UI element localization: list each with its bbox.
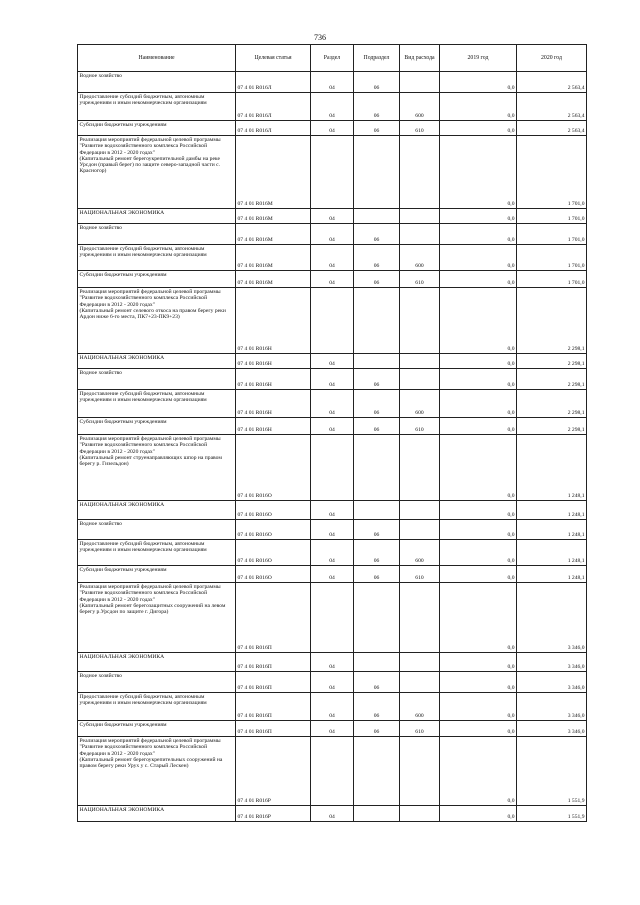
row-subsection	[354, 806, 400, 822]
row-name: Реализация мероприятий федеральной целевой программы "Развитие водохозяйственного комплекса Российской Федерации в 2012 - 2020 годах" (Капитальный ремонт струенаправляющих шпор на правом берегу р. Гизельдон)	[78, 435, 236, 501]
row-amount-2019: 0,0	[440, 737, 517, 806]
row-target-article: 07 4 01 R016М	[236, 136, 311, 209]
table-row	[78, 501, 587, 520]
row-expense-type	[400, 72, 440, 93]
row-section	[311, 737, 354, 806]
row-amount-2019: 0,0	[440, 672, 517, 693]
table-row	[78, 390, 587, 418]
table-row	[78, 209, 587, 224]
row-expense-type	[400, 653, 440, 672]
row-amount-2020: 1 248,1	[517, 540, 587, 566]
row-subsection: 06	[354, 121, 400, 136]
row-expense-type: 600	[400, 93, 440, 121]
table-row	[78, 540, 587, 566]
row-amount-2020: 3 346,0	[517, 583, 587, 653]
row-section: 04	[311, 566, 354, 583]
row-name: НАЦИОНАЛЬНАЯ ЭКОНОМИКА	[78, 209, 236, 224]
row-section	[311, 136, 354, 209]
row-section: 04	[311, 653, 354, 672]
row-name: Предоставление субсидий бюджетным, автономным учреждениям и иным некоммерческим организациям	[78, 693, 236, 721]
table-row	[78, 93, 587, 121]
row-expense-type	[400, 806, 440, 822]
row-amount-2019: 0,0	[440, 209, 517, 224]
row-name: Предоставление субсидий бюджетным, автономным учреждениям и иным некоммерческим организациям	[78, 540, 236, 566]
table-row	[78, 121, 587, 136]
row-section: 04	[311, 72, 354, 93]
row-subsection: 06	[354, 369, 400, 390]
row-subsection: 06	[354, 693, 400, 721]
row-section: 04	[311, 369, 354, 390]
row-subsection	[354, 435, 400, 501]
row-expense-type	[400, 737, 440, 806]
row-section: 04	[311, 693, 354, 721]
row-name: Реализация мероприятий федеральной целевой программы "Развитие водохозяйственного комплекса Российской Федерации в 2012 - 2020 годах" (Капитальный ремонт селевого откоса на правом берегу реки Ардон ниже 6-го места, ПК7+23-ПК9+23)	[78, 288, 236, 354]
row-amount-2020: 3 346,0	[517, 672, 587, 693]
row-name: Субсидии бюджетным учреждениям	[78, 566, 236, 583]
row-expense-type: 610	[400, 721, 440, 737]
row-target-article: 07 4 01 R016Л	[236, 72, 311, 93]
row-amount-2019: 0,0	[440, 566, 517, 583]
row-amount-2019: 0,0	[440, 806, 517, 822]
table-header-row	[78, 45, 587, 72]
row-subsection: 06	[354, 540, 400, 566]
row-subsection	[354, 354, 400, 369]
table-row	[78, 566, 587, 583]
row-amount-2019: 0,0	[440, 72, 517, 93]
row-subsection: 06	[354, 93, 400, 121]
row-target-article: 07 4 01 R016М	[236, 245, 311, 271]
row-subsection	[354, 583, 400, 653]
row-expense-type	[400, 209, 440, 224]
row-amount-2020: 2 298,1	[517, 390, 587, 418]
row-amount-2019: 0,0	[440, 540, 517, 566]
row-subsection: 06	[354, 418, 400, 435]
row-amount-2019: 0,0	[440, 418, 517, 435]
table-row	[78, 72, 587, 93]
row-amount-2020: 1 248,1	[517, 501, 587, 520]
row-subsection: 06	[354, 245, 400, 271]
row-section: 04	[311, 672, 354, 693]
row-target-article: 07 4 01 R016Л	[236, 121, 311, 136]
row-subsection: 06	[354, 72, 400, 93]
row-target-article: 07 4 01 R016П	[236, 583, 311, 653]
row-name: Водное хозяйство	[78, 672, 236, 693]
row-amount-2020: 2 298,1	[517, 418, 587, 435]
row-amount-2020: 1 248,1	[517, 520, 587, 540]
row-expense-type	[400, 136, 440, 209]
row-amount-2020: 2 563,4	[517, 72, 587, 93]
table-row	[78, 369, 587, 390]
row-target-article: 07 4 01 R016Н	[236, 288, 311, 354]
row-amount-2019: 0,0	[440, 653, 517, 672]
row-section: 04	[311, 501, 354, 520]
table-row	[78, 224, 587, 245]
row-subsection	[354, 209, 400, 224]
table-row	[78, 583, 587, 653]
row-amount-2020: 2 298,1	[517, 288, 587, 354]
row-subsection: 06	[354, 271, 400, 288]
row-expense-type	[400, 354, 440, 369]
row-subsection	[354, 653, 400, 672]
row-target-article: 07 4 01 R016П	[236, 721, 311, 737]
row-section	[311, 288, 354, 354]
row-section: 04	[311, 93, 354, 121]
row-expense-type: 600	[400, 390, 440, 418]
row-name: Водное хозяйство	[78, 72, 236, 93]
row-name: НАЦИОНАЛЬНАЯ ЭКОНОМИКА	[78, 653, 236, 672]
row-section	[311, 435, 354, 501]
row-expense-type	[400, 288, 440, 354]
table-row	[78, 520, 587, 540]
row-name: Субсидии бюджетным учреждениям	[78, 271, 236, 288]
row-amount-2019: 0,0	[440, 121, 517, 136]
row-expense-type	[400, 672, 440, 693]
row-amount-2020: 1 248,1	[517, 435, 587, 501]
row-amount-2019: 0,0	[440, 136, 517, 209]
row-subsection: 06	[354, 721, 400, 737]
row-target-article: 07 4 01 R016М	[236, 224, 311, 245]
row-name: НАЦИОНАЛЬНАЯ ЭКОНОМИКА	[78, 501, 236, 520]
row-target-article: 07 4 01 R016О	[236, 435, 311, 501]
row-amount-2019: 0,0	[440, 520, 517, 540]
row-subsection: 06	[354, 672, 400, 693]
table-row	[78, 435, 587, 501]
row-expense-type	[400, 224, 440, 245]
row-target-article: 07 4 01 R016О	[236, 566, 311, 583]
row-expense-type: 600	[400, 540, 440, 566]
row-amount-2020: 2 298,1	[517, 369, 587, 390]
row-expense-type	[400, 501, 440, 520]
row-name: Субсидии бюджетным учреждениям	[78, 418, 236, 435]
row-target-article: 07 4 01 R016О	[236, 501, 311, 520]
table-row	[78, 288, 587, 354]
table-row	[78, 806, 587, 822]
header-2020: 2020 год	[517, 45, 587, 72]
row-subsection: 06	[354, 566, 400, 583]
row-amount-2019: 0,0	[440, 721, 517, 737]
row-amount-2019: 0,0	[440, 245, 517, 271]
table-row	[78, 737, 587, 806]
row-target-article: 07 4 01 R016П	[236, 672, 311, 693]
budget-table	[77, 44, 587, 822]
page-number: 736	[314, 33, 326, 42]
row-amount-2019: 0,0	[440, 435, 517, 501]
row-target-article: 07 4 01 R016Н	[236, 354, 311, 369]
row-section: 04	[311, 245, 354, 271]
row-amount-2020: 1 701,0	[517, 136, 587, 209]
row-name: Водное хозяйство	[78, 520, 236, 540]
row-subsection	[354, 288, 400, 354]
table-row	[78, 418, 587, 435]
row-amount-2020: 1 701,0	[517, 224, 587, 245]
row-target-article: 07 4 01 R016Н	[236, 418, 311, 435]
row-name: Водное хозяйство	[78, 369, 236, 390]
row-target-article: 07 4 01 R016Н	[236, 369, 311, 390]
row-amount-2019: 0,0	[440, 354, 517, 369]
row-expense-type: 610	[400, 271, 440, 288]
row-section: 04	[311, 806, 354, 822]
row-name: Реализация мероприятий федеральной целевой программы "Развитие водохозяйственного комплекса Российской Федерации в 2012 - 2020 годах" (Капитальный ремонт берегоукрепительной дамбы на реке Урсдон (правый берег) по защите северо-западной части с. Красногор)	[78, 136, 236, 209]
row-expense-type: 610	[400, 566, 440, 583]
row-target-article: 07 4 01 R016О	[236, 540, 311, 566]
row-amount-2020: 1 248,1	[517, 566, 587, 583]
row-amount-2019: 0,0	[440, 369, 517, 390]
row-amount-2020: 1 701,0	[517, 209, 587, 224]
row-amount-2019: 0,0	[440, 693, 517, 721]
row-section: 04	[311, 540, 354, 566]
header-subsection: Подраздел	[354, 45, 400, 72]
row-name: Реализация мероприятий федеральной целевой программы "Развитие водохозяйственного комплекса Российской Федерации в 2012 - 2020 годах" (Капитальный ремонт берегоукрепительных сооружений на правом берегу реки Урух у с. Старый Лескен)	[78, 737, 236, 806]
row-amount-2019: 0,0	[440, 501, 517, 520]
row-name: Предоставление субсидий бюджетным, автономным учреждениям и иным некоммерческим организациям	[78, 390, 236, 418]
row-target-article: 07 4 01 R016Р	[236, 806, 311, 822]
row-amount-2020: 2 563,4	[517, 93, 587, 121]
row-amount-2020: 3 346,0	[517, 693, 587, 721]
row-section: 04	[311, 390, 354, 418]
row-amount-2019: 0,0	[440, 288, 517, 354]
row-section: 04	[311, 121, 354, 136]
table-row	[78, 653, 587, 672]
table-row	[78, 354, 587, 369]
table-row	[78, 271, 587, 288]
row-name: НАЦИОНАЛЬНАЯ ЭКОНОМИКА	[78, 354, 236, 369]
row-expense-type: 610	[400, 418, 440, 435]
row-target-article: 07 4 01 R016Н	[236, 390, 311, 418]
row-amount-2019: 0,0	[440, 93, 517, 121]
header-target-article: Целевая статья	[236, 45, 311, 72]
row-name: Реализация мероприятий федеральной целевой программы "Развитие водохозяйственного комплекса Российской Федерации в 2012 - 2020 годах" (Капитальный ремонт берегозащитных сооружений на левом берегу р.Урсдон по защите г. Дигора)	[78, 583, 236, 653]
header-section: Раздел	[311, 45, 354, 72]
header-name: Наименование	[78, 45, 236, 72]
row-target-article: 07 4 01 R016Р	[236, 737, 311, 806]
row-subsection	[354, 501, 400, 520]
table-row	[78, 245, 587, 271]
row-amount-2020: 2 563,4	[517, 121, 587, 136]
row-amount-2020: 3 346,0	[517, 653, 587, 672]
header-expense-type: Вид расхода	[400, 45, 440, 72]
row-amount-2020: 1 551,9	[517, 737, 587, 806]
row-expense-type	[400, 369, 440, 390]
row-name: НАЦИОНАЛЬНАЯ ЭКОНОМИКА	[78, 806, 236, 822]
row-amount-2019: 0,0	[440, 224, 517, 245]
row-name: Предоставление субсидий бюджетным, автономным учреждениям и иным некоммерческим организациям	[78, 245, 236, 271]
row-section	[311, 583, 354, 653]
row-target-article: 07 4 01 R016П	[236, 693, 311, 721]
row-section: 04	[311, 520, 354, 540]
row-amount-2020: 1 701,0	[517, 271, 587, 288]
row-expense-type	[400, 435, 440, 501]
row-section: 04	[311, 224, 354, 245]
row-target-article: 07 4 01 R016М	[236, 209, 311, 224]
row-expense-type	[400, 520, 440, 540]
row-amount-2019: 0,0	[440, 390, 517, 418]
row-target-article: 07 4 01 R016М	[236, 271, 311, 288]
row-subsection: 06	[354, 224, 400, 245]
row-section: 04	[311, 721, 354, 737]
row-name: Водное хозяйство	[78, 224, 236, 245]
row-subsection: 06	[354, 520, 400, 540]
row-name: Предоставление субсидий бюджетным, автономным учреждениям и иным некоммерческим организациям	[78, 93, 236, 121]
row-subsection	[354, 136, 400, 209]
row-expense-type: 600	[400, 693, 440, 721]
row-name: Субсидии бюджетным учреждениям	[78, 121, 236, 136]
row-expense-type: 610	[400, 121, 440, 136]
row-amount-2020: 2 298,1	[517, 354, 587, 369]
row-amount-2019: 0,0	[440, 583, 517, 653]
table-row	[78, 136, 587, 209]
row-section: 04	[311, 418, 354, 435]
row-subsection: 06	[354, 390, 400, 418]
row-amount-2019: 0,0	[440, 271, 517, 288]
row-amount-2020: 1 701,0	[517, 245, 587, 271]
table-row	[78, 693, 587, 721]
row-target-article: 07 4 01 R016О	[236, 520, 311, 540]
table-row	[78, 721, 587, 737]
row-name: Субсидии бюджетным учреждениям	[78, 721, 236, 737]
row-expense-type: 600	[400, 245, 440, 271]
row-amount-2020: 1 551,9	[517, 806, 587, 822]
row-expense-type	[400, 583, 440, 653]
row-section: 04	[311, 271, 354, 288]
row-target-article: 07 4 01 R016Л	[236, 93, 311, 121]
row-section: 04	[311, 209, 354, 224]
row-target-article: 07 4 01 R016П	[236, 653, 311, 672]
table-row	[78, 672, 587, 693]
header-2019: 2019 год	[440, 45, 517, 72]
row-amount-2020: 3 346,0	[517, 721, 587, 737]
row-subsection	[354, 737, 400, 806]
row-section: 04	[311, 354, 354, 369]
